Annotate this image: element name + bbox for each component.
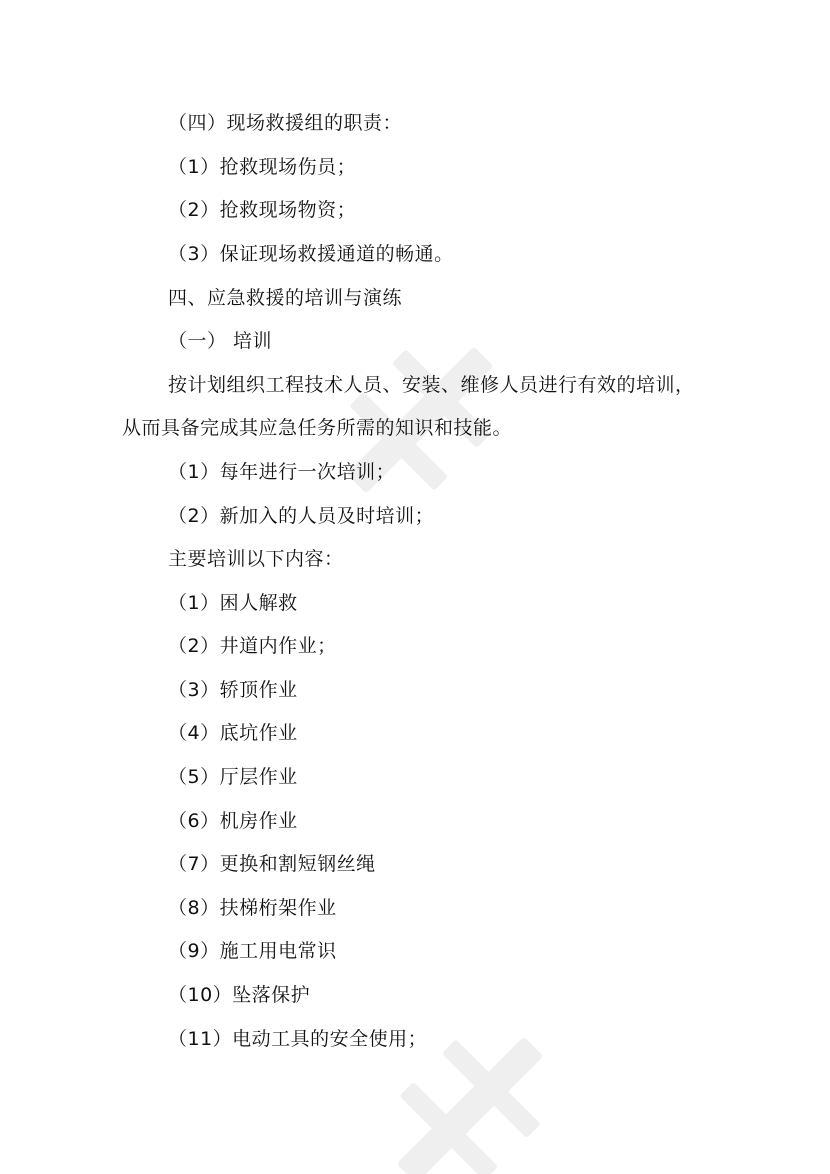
list-item: （1）抢救现场伤员； [168,156,357,178]
list-item: （5）厅层作业 [168,766,298,788]
subsection-heading: （一） 培训 [168,330,273,352]
list-item: （2）新加入的人员及时培训； [168,505,435,527]
list-item: （8）扶梯桁架作业 [168,897,337,919]
paragraph-line: 按计划组织工程技术人员、安装、维修人员进行有效的培训， [168,374,695,396]
list-item: （3）保证现场救援通道的畅通。 [168,243,454,265]
section-heading-training: 四、应急救援的培训与演练 [168,287,403,309]
list-item: （3）轿顶作业 [168,679,298,701]
list-item: （6）机房作业 [168,810,298,832]
paragraph-line: 从而具备完成其应急任务所需的知识和技能。 [122,417,513,439]
list-item: （10）坠落保护 [168,984,311,1006]
list-heading: 主要培训以下内容： [168,548,344,570]
section-heading-rescue-duties: （四）现场救援组的职责： [168,112,403,134]
list-item: （2）井道内作业； [168,635,337,657]
list-item: （1）每年进行一次培训； [168,461,396,483]
list-item: （4）底坑作业 [168,722,298,744]
list-item: （1）困人解救 [168,592,298,614]
list-item: （9）施工用电常识 [168,940,337,962]
list-item: （2）抢救现场物资； [168,199,357,221]
list-item: （11）电动工具的安全使用； [168,1028,428,1050]
list-item: （7）更换和割短钢丝绳 [168,853,376,875]
